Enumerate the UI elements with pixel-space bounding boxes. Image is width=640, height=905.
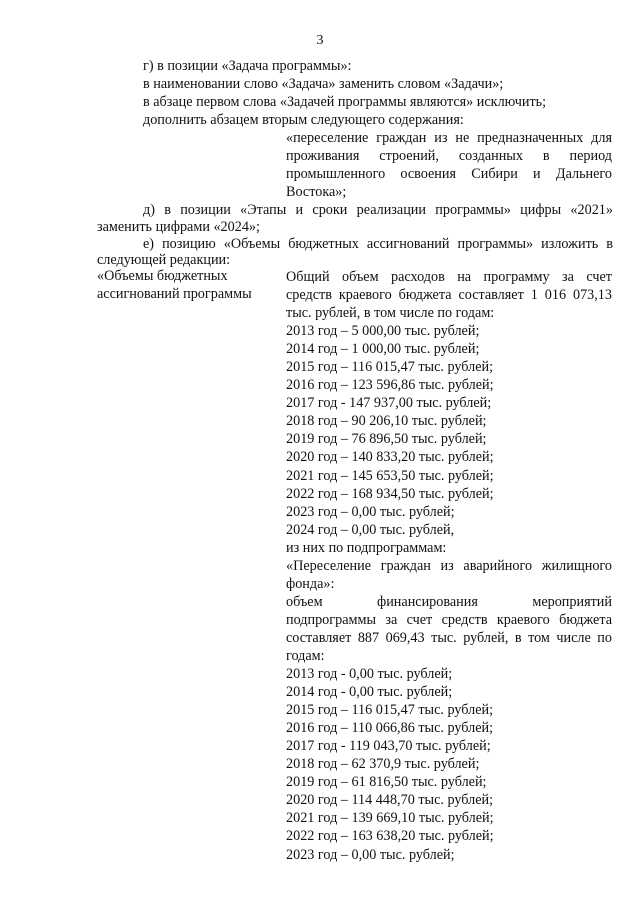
add-paragraph-instruction: дополнить абзацем вторым следующего содержания: (143, 112, 464, 128)
total-year-row: 2019 год – 76 896,50 тыс. рублей; (286, 431, 487, 448)
total-year-row: 2014 год – 1 000,00 тыс. рублей; (286, 341, 480, 358)
item-d: д) в позиции «Этапы и сроки реализации программы» цифры «2021» (143, 202, 613, 218)
total-text-line: средств краевого бюджета составляет 1 016 073,13 (286, 287, 612, 304)
budget-position-content (286, 268, 612, 864)
total-year-row: 2023 год – 0,00 тыс. рублей; (286, 503, 455, 520)
quote-line: проживания строений, созданных в период (286, 148, 612, 164)
subprogram-year-row: 2018 год – 62 370,9 тыс. рублей; (286, 756, 480, 773)
subprogram-year-row: 2022 год – 163 638,20 тыс. рублей; (286, 828, 494, 845)
total-year-row: 2018 год – 90 206,10 тыс. рублей; (286, 413, 487, 430)
total-text-line: тыс. рублей, в том числе по годам: (286, 305, 495, 322)
subprogram-name: фонда»: (286, 575, 335, 592)
item-e-continued: следующей редакции: (97, 252, 231, 268)
subprogram-name: «Переселение граждан из аварийного жилищного (286, 557, 612, 574)
total-year-row: 2016 год – 123 596,86 тыс. рублей; (286, 377, 494, 394)
budget-label-line: ассигнований программы (97, 285, 252, 302)
item-g: г) в позиции «Задача программы»: (143, 58, 352, 74)
page-number: 3 (316, 33, 324, 48)
subprogram-year-row: 2015 год – 116 015,47 тыс. рублей; (286, 702, 494, 719)
subprogram-text-line: объем финансирования мероприятий (286, 593, 612, 610)
subprogram-year-row: 2019 год – 61 816,50 тыс. рублей; (286, 774, 487, 791)
total-year-row: 2021 год – 145 653,50 тыс. рублей; (286, 467, 494, 484)
subprogram-text-line: составляет 887 069,43 тыс. рублей, в том числе по (286, 629, 612, 646)
total-year-row: 2013 год – 5 000,00 тыс. рублей; (286, 323, 480, 340)
item-d-continued: заменить цифрами «2024»; (97, 219, 260, 235)
total-year-row: 2024 год – 0,00 тыс. рублей, (286, 521, 455, 538)
budget-position-label (97, 268, 272, 303)
total-year-row: 2022 год – 168 934,50 тыс. рублей; (286, 485, 494, 502)
subprogram-text-line: подпрограммы за счет средств краевого бюджета (286, 611, 612, 628)
quote-line: «переселение граждан из не предназначенных для (286, 130, 612, 146)
subprogram-text-line: годам: (286, 647, 325, 664)
total-year-row: 2017 год - 147 937,00 тыс. рублей; (286, 395, 492, 412)
subprogram-year-row: 2017 год - 119 043,70 тыс. рублей; (286, 738, 491, 755)
rename-instruction: в наименовании слово «Задача» заменить словом «Задачи»; (143, 76, 504, 92)
budget-label-line: «Объемы бюджетных (97, 268, 228, 284)
total-text-line: Общий объем расходов на программу за счет (286, 269, 612, 285)
quote-line: промышленного освоения Сибири и Дальнего (286, 166, 612, 182)
remove-instruction: в абзаце первом слова «Задачей программы являются» исключить; (143, 94, 547, 110)
subprograms-intro: из них по подпрограммам: (286, 539, 447, 556)
quote-line: Востока»; (286, 184, 347, 200)
subprogram-year-row: 2023 год – 0,00 тыс. рублей; (286, 846, 455, 863)
total-year-row: 2015 год – 116 015,47 тыс. рублей; (286, 359, 494, 376)
subprogram-year-row: 2016 год – 110 066,86 тыс. рублей; (286, 720, 494, 737)
subprogram-year-row: 2021 год – 139 669,10 тыс. рублей; (286, 810, 494, 827)
subprogram-year-row: 2013 год - 0,00 тыс. рублей; (286, 666, 453, 683)
total-year-row: 2020 год – 140 833,20 тыс. рублей; (286, 449, 494, 466)
subprogram-year-row: 2020 год – 114 448,70 тыс. рублей; (286, 792, 494, 809)
subprogram-year-row: 2014 год - 0,00 тыс. рублей; (286, 684, 453, 701)
item-e: е) позицию «Объемы бюджетных ассигнований программы» изложить в (143, 236, 613, 252)
